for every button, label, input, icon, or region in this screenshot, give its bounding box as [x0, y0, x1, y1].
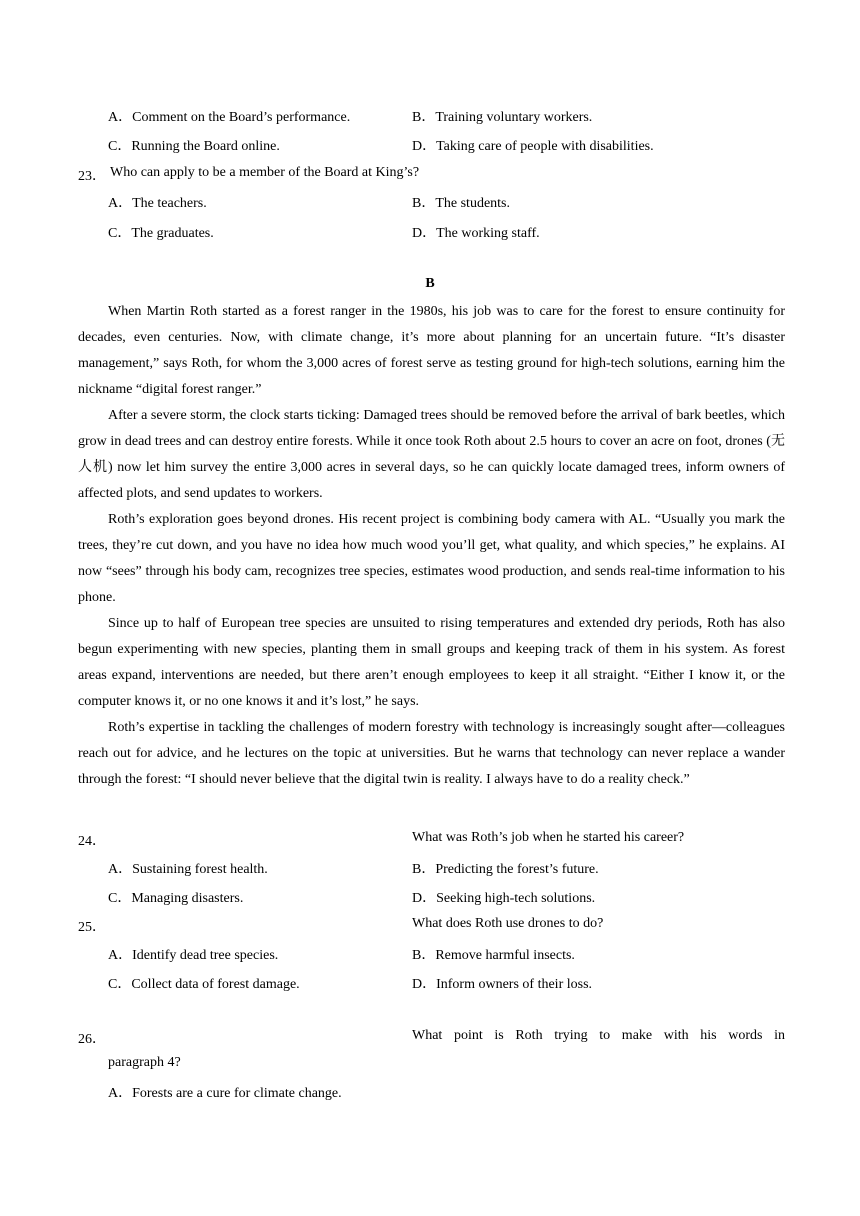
q25-stem: What does Roth use drones to do? — [412, 916, 604, 931]
q24-option-b: B．Predicting the forest’s future. — [412, 862, 599, 877]
q26-option-a: A．Forests are a cure for climate change. — [108, 1086, 342, 1101]
q26-number: 26． — [78, 1032, 106, 1047]
q23-stem: Who can apply to be a member of the Board at King’s? — [110, 165, 420, 180]
passage-paragraph-2: After a severe storm, the clock starts ticking: Damaged trees should be removed before the arrival of bark beetles, which grow in dead trees and can destroy entire forests. While it once took Roth about 2.5 hours to cover an acre on foot, drones (无人机) now let him survey the entire 3,000 acres in several days, so he can quickly locate damaged trees, inform owners of affected plots, and send updates to workers. — [78, 408, 785, 501]
q22-option-a: A．Comment on the Board’s performance. — [108, 110, 351, 125]
q25-number: 25． — [78, 920, 106, 935]
q24-number: 24． — [78, 834, 106, 849]
q22-option-c: C．Running the Board online. — [108, 139, 280, 154]
passage-paragraph-1: When Martin Roth started as a forest ranger in the 1980s, his job was to care for the forest to ensure continuity for decades, even centuries. Now, with climate change, it’s more about planning for an uncertain future. “It’s disaster management,” says Roth, for whom the 3,000 acres of forest serve as testing ground for high-tech solutions, earning him the nickname “digital forest ranger.” — [78, 304, 785, 397]
q25-option-a: A．Identify dead tree species. — [108, 948, 279, 963]
q24-option-d: D．Seeking high-tech solutions. — [412, 891, 596, 906]
q23-option-c: C．The graduates. — [108, 226, 214, 241]
q22-option-b: B．Training voluntary workers. — [412, 110, 593, 125]
q23-option-d: D．The working staff. — [412, 226, 540, 241]
reading-passage — [78, 299, 785, 793]
q26-stem-line-2: paragraph 4? — [108, 1055, 181, 1070]
q22-option-d: D．Taking care of people with disabilities. — [412, 139, 654, 154]
q25-option-d: D．Inform owners of their loss. — [412, 977, 593, 992]
q26-stem-line-1: What point is Roth trying to make with his words in — [412, 1028, 785, 1043]
passage-paragraph-3: Roth’s exploration goes beyond drones. His recent project is combining body camera with AL. “Usually you mark the trees, they’re cut down, and you have no idea how much wood you’ll get, what quality, and which species,” he explains. AI now “sees” through his body cam, recognizes tree species, estimates wood production, and sends real-time information to his phone. — [78, 512, 785, 605]
q24-option-a: A．Sustaining forest health. — [108, 862, 268, 877]
q23-option-b: B．The students. — [412, 196, 510, 211]
q23-number: 23． — [78, 169, 106, 184]
q24-stem: What was Roth’s job when he started his career? — [412, 830, 685, 845]
passage-paragraph-5: Roth’s expertise in tackling the challenges of modern forestry with technology is increasingly sought after—colleagues reach out for advice, and he lectures on the topic at universities. But he warns that technology can never replace a wander through the forest: “I should never believe that the digital twin is reality. I always have to do a reality check.” — [78, 720, 785, 787]
q25-option-c: C．Collect data of forest damage. — [108, 977, 300, 992]
q25-option-b: B．Remove harmful insects. — [412, 948, 575, 963]
passage-paragraph-4: Since up to half of European tree species are unsuited to rising temperatures and extended dry periods, Roth has also begun experimenting with new species, planting them in small groups and keeping track of them in his system. As forest areas expand, interventions are needed, but there aren’t enough employees to keep it all straight. “Either I know it, or the computer knows it, or no one knows it and it’s lost,” he says. — [78, 616, 785, 709]
q23-option-a: A．The teachers. — [108, 196, 207, 211]
q24-option-c: C．Managing disasters. — [108, 891, 244, 906]
section-title: B — [425, 276, 435, 291]
